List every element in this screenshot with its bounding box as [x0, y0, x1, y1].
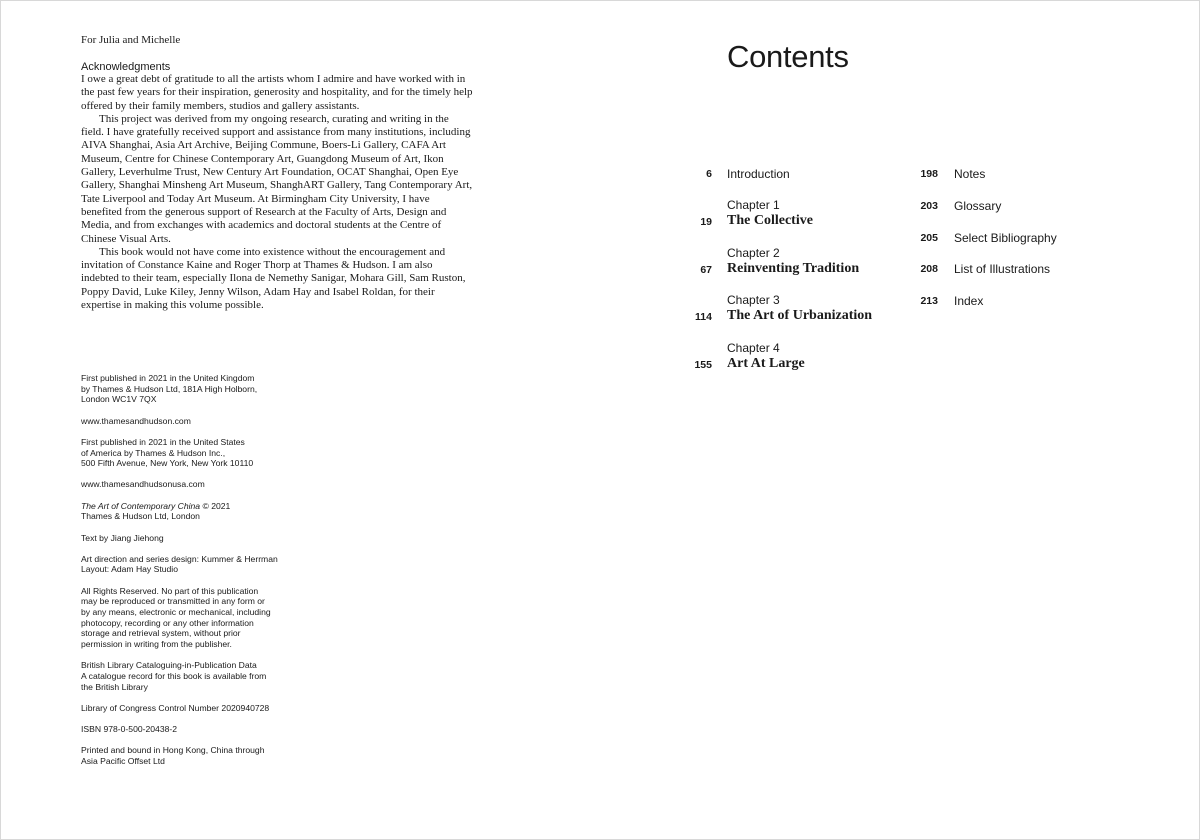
imprint-line: First published in 2021 in the United Kingdom — [81, 373, 255, 383]
imprint-line: Asia Pacific Offset Ltd — [81, 756, 165, 767]
dedication: For Julia and Michelle — [81, 34, 181, 46]
toc-item-chapter-2[interactable]: Reinventing Tradition — [727, 261, 860, 276]
toc-item-bibliography[interactable]: Select Bibliography — [954, 231, 1057, 245]
imprint-line: the British Library — [81, 681, 148, 692]
imprint-line: permission in writing from the publisher. — [81, 639, 232, 650]
imprint-line: storage and retrieval system, without prior — [81, 628, 241, 639]
acknowledgments-heading: Acknowledgments — [81, 61, 171, 73]
imprint-block — [81, 373, 341, 777]
toc-item-glossary[interactable]: Glossary — [954, 199, 1002, 213]
chapter-label: Chapter 1 — [727, 198, 780, 212]
imprint-text-by: Text by Jiang Jiehong — [81, 532, 164, 543]
toc-page-number: 6 — [706, 168, 712, 180]
imprint-british-library — [81, 660, 341, 692]
toc-item-chapter-3[interactable]: The Art of Urbanization — [727, 308, 873, 323]
toc-page-number: 205 — [920, 232, 938, 244]
toc-page-number: 213 — [920, 295, 938, 307]
contents-title: Contents — [727, 39, 849, 74]
imprint-line: London WC1V 7QX — [81, 394, 157, 405]
ack-paragraph: This book would not have come into existence without the encouragement and invitation of Constance Kaine and Roger Thorp at Thames & Hudson. I am also indebted to their team, especially Ilona de Nemethy Sanigar, Mohara Gill, Sam Ruston, Poppy David, Luke Kiley, Jenny Wilson, Adam Hay and Isabel Roldan, for their expertise in making this volume possible. — [81, 245, 466, 312]
imprint-line: Art direction and series design: Kummer & Herrman — [81, 553, 278, 564]
imprint-isbn: ISBN 978-0-500-20438-2 — [81, 724, 178, 735]
imprint-line: of America by Thames & Hudson Inc., — [81, 447, 226, 458]
toc-page-number: 208 — [920, 263, 938, 275]
book-title: The Art of Contemporary China — [81, 500, 201, 511]
imprint-line: Layout: Adam Hay Studio — [81, 564, 178, 575]
imprint-line: A catalogue record for this book is available from — [81, 671, 267, 682]
imprint-copyright — [81, 501, 341, 522]
imprint-line: may be reproduced or transmitted in any form or — [81, 596, 265, 607]
imprint-us-url: www.thamesandhudsonusa.com — [81, 479, 205, 490]
imprint-line: 500 Fifth Avenue, New York, New York 10110 — [81, 458, 254, 469]
chapter-label: Chapter 4 — [727, 341, 780, 355]
toc-item-notes[interactable]: Notes — [954, 167, 986, 181]
toc-page-number: 19 — [700, 216, 712, 228]
ack-paragraph: This project was derived from my ongoing research, curating and writing in the field. I have gratefully received support and assistance from many institutions, including AIVA Shanghai, Asia Art Archive, Beijing Commune, Boers-Li Gallery, CAFA Art Museum, Centre for Chinese Contemporary Art, Guangdong Museum of Art, Ikon Gallery, Leverhulme Trust, New Century Art Foundation, OCAT Shanghai, Open Eye Gallery, Shanghai Minsheng Art Museum, ShanghART Gallery, Tang Contemporary Art, Tate Liverpool and Today Art Museum. At Birmingham City University, I have benefited from the generous support of Research at the Faculty of Arts, Design and Media, and from exchanges with academics and doctoral students at the Centre of Chinese Visual Arts. — [81, 112, 473, 245]
imprint-uk-url: www.thamesandhudson.com — [81, 415, 191, 426]
toc-page-number: 198 — [920, 168, 938, 180]
toc-item-introduction[interactable]: Introduction — [727, 167, 790, 181]
imprint-loc: Library of Congress Control Number 2020940728 — [81, 702, 270, 713]
imprint-line: All Rights Reserved. No part of this publication — [81, 585, 259, 596]
imprint-line: photocopy, recording or any other information — [81, 617, 254, 628]
imprint-line — [81, 501, 341, 512]
right-page — [600, 0, 1200, 840]
imprint-design — [81, 554, 341, 575]
copyright-year: © 2021 — [200, 500, 231, 511]
chapter-label: Chapter 3 — [727, 293, 780, 307]
imprint-us — [81, 437, 341, 469]
imprint-line: Thames & Hudson Ltd, London — [81, 511, 200, 522]
toc-item-chapter-4[interactable]: Art At Large — [727, 356, 805, 371]
imprint-line: by any means, electronic or mechanical, including — [81, 607, 271, 618]
toc-item-index[interactable]: Index — [954, 294, 984, 308]
acknowledgments-body — [81, 73, 473, 312]
imprint-printed — [81, 745, 341, 766]
imprint-line: Printed and bound in Hong Kong, China through — [81, 745, 265, 756]
chapter-label: Chapter 2 — [727, 246, 780, 260]
ack-paragraph: I owe a great debt of gratitude to all the artists whom I admire and have worked with in the past few years for their inspiration, generosity and hospitality, and for the timely help offered by their family members, studios and gallery assistants. — [81, 73, 473, 112]
imprint-rights — [81, 586, 341, 650]
imprint-line: by Thames & Hudson Ltd, 181A High Holborn, — [81, 383, 258, 394]
toc-page-number: 155 — [694, 359, 712, 371]
toc-page-number: 114 — [695, 311, 712, 323]
toc-page-number: 203 — [920, 200, 938, 212]
imprint-line: British Library Cataloguing-in-Publication Data — [81, 660, 257, 671]
toc-item-illustrations[interactable]: List of Illustrations — [954, 262, 1051, 276]
toc-page-number: 67 — [700, 264, 712, 276]
imprint-line: First published in 2021 in the United States — [81, 436, 245, 447]
imprint-uk — [81, 373, 341, 405]
toc-item-chapter-1[interactable]: The Collective — [727, 213, 813, 228]
